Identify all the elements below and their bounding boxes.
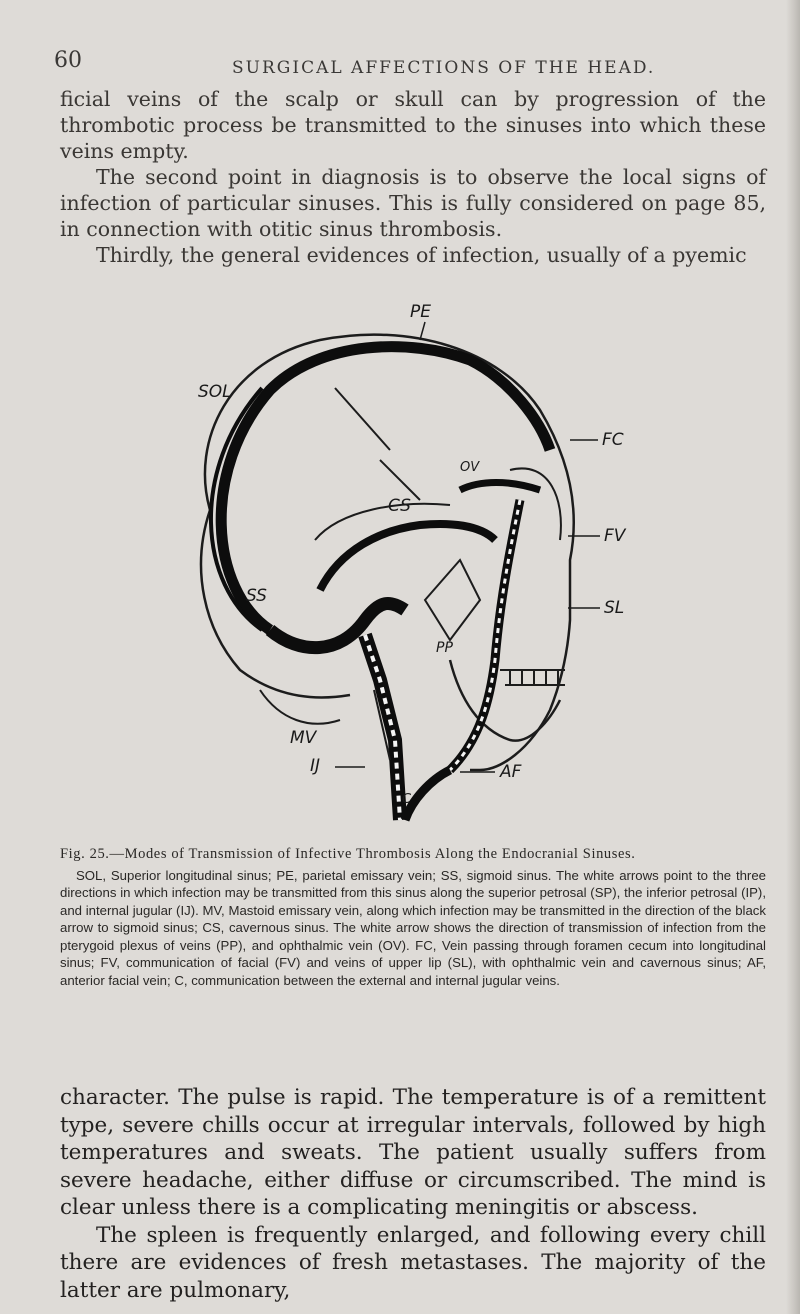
label-af: AF (500, 762, 522, 782)
anterior-facial-vein (405, 770, 450, 820)
white-arrow-superior (335, 388, 390, 450)
label-fc: FC (602, 430, 624, 450)
top-text-block (60, 86, 766, 268)
sigmoid-sinus (270, 603, 405, 647)
page-number: 60 (54, 48, 82, 73)
label-pe: PE (410, 302, 431, 322)
label-sl: SL (604, 598, 625, 618)
running-head: SURGICAL AFFECTIONS OF THE HEAD. (232, 58, 656, 78)
petrosal-sinus (320, 524, 495, 590)
paragraph-spleen: The spleen is frequently enlarged, and following every chill there are evidences of fresh metastases. The majority of the latter are pulmonary, (60, 1222, 766, 1303)
leader-pe (420, 322, 425, 340)
label-fv: FV (604, 526, 626, 546)
page-spine-shadow (786, 0, 800, 1314)
paragraph-continued: ficial veins of the scalp or skull can by progression of the thrombotic process be transmitted to the sinuses into which these veins empty. (60, 87, 766, 163)
sinus-diagram (150, 300, 650, 840)
label-ss: SS (246, 586, 267, 606)
figure-caption (60, 846, 766, 989)
label-ij: IJ (310, 756, 321, 776)
ophthalmic-vein (460, 483, 540, 491)
paragraph-character: character. The pulse is rapid. The temperature is of a remittent type, severe chills occur at irregular intervals, followed by high temperatures and sweats. The patient usually suffers from severe headache, either diffuse or circumscribed. The mind is clear unless there is a complicating meningitis or abscess. (60, 1085, 766, 1220)
label-ov: OV (460, 460, 480, 475)
label-sol: SOL (198, 382, 232, 402)
bottom-text-block (60, 1084, 766, 1304)
figure-25-illustration (150, 300, 650, 840)
label-c: C (402, 792, 412, 807)
paragraph-second-point: The second point in diagnosis is to observe the local signs of infection of particular sinuses. This is fully considered on page 85, in connection with otitic sinus thrombosis. (60, 165, 766, 241)
label-pp: PP (436, 640, 453, 656)
pterygoid-plexus (425, 560, 480, 640)
label-mv: MV (290, 728, 317, 748)
jaw-outline (450, 660, 560, 741)
caption-legend: SOL, Superior longitudinal sinus; PE, parietal emissary vein; SS, sigmoid sinus. The white arrows point to the three directions in which infection may be transmitted from this sinus along the superior petrosal (SP), the inferior petrosal (IP), and internal jugular (IJ). MV, Mastoid emissary vein, along which infection may be transmitted in the direction of the black arrow to sigmoid sinus; CS, cavernous sinus. The white arrow shows the direction of transmission of infection from the pterygoid plexus of veins (PP), and ophthalmic vein (OV). FC, Vein passing through foramen cecum into longitudinal sinus; FV, communication of facial (FV) and veins of upper lip (SL), with ophthalmic vein and cavernous sinus; AF, anterior facial vein; C, communication between the external and internal jugular veins. (60, 867, 766, 988)
label-cs: CS (388, 496, 411, 516)
teeth-row (500, 670, 565, 685)
facial-vein (450, 500, 520, 770)
caption-title: Fig. 25.—Modes of Transmission of Infective Thrombosis Along the Endocranial Sinuses. (60, 846, 636, 862)
paragraph-thirdly: Thirdly, the general evidences of infection, usually of a pyemic (96, 243, 747, 267)
white-arrow-cavernous (380, 460, 420, 500)
